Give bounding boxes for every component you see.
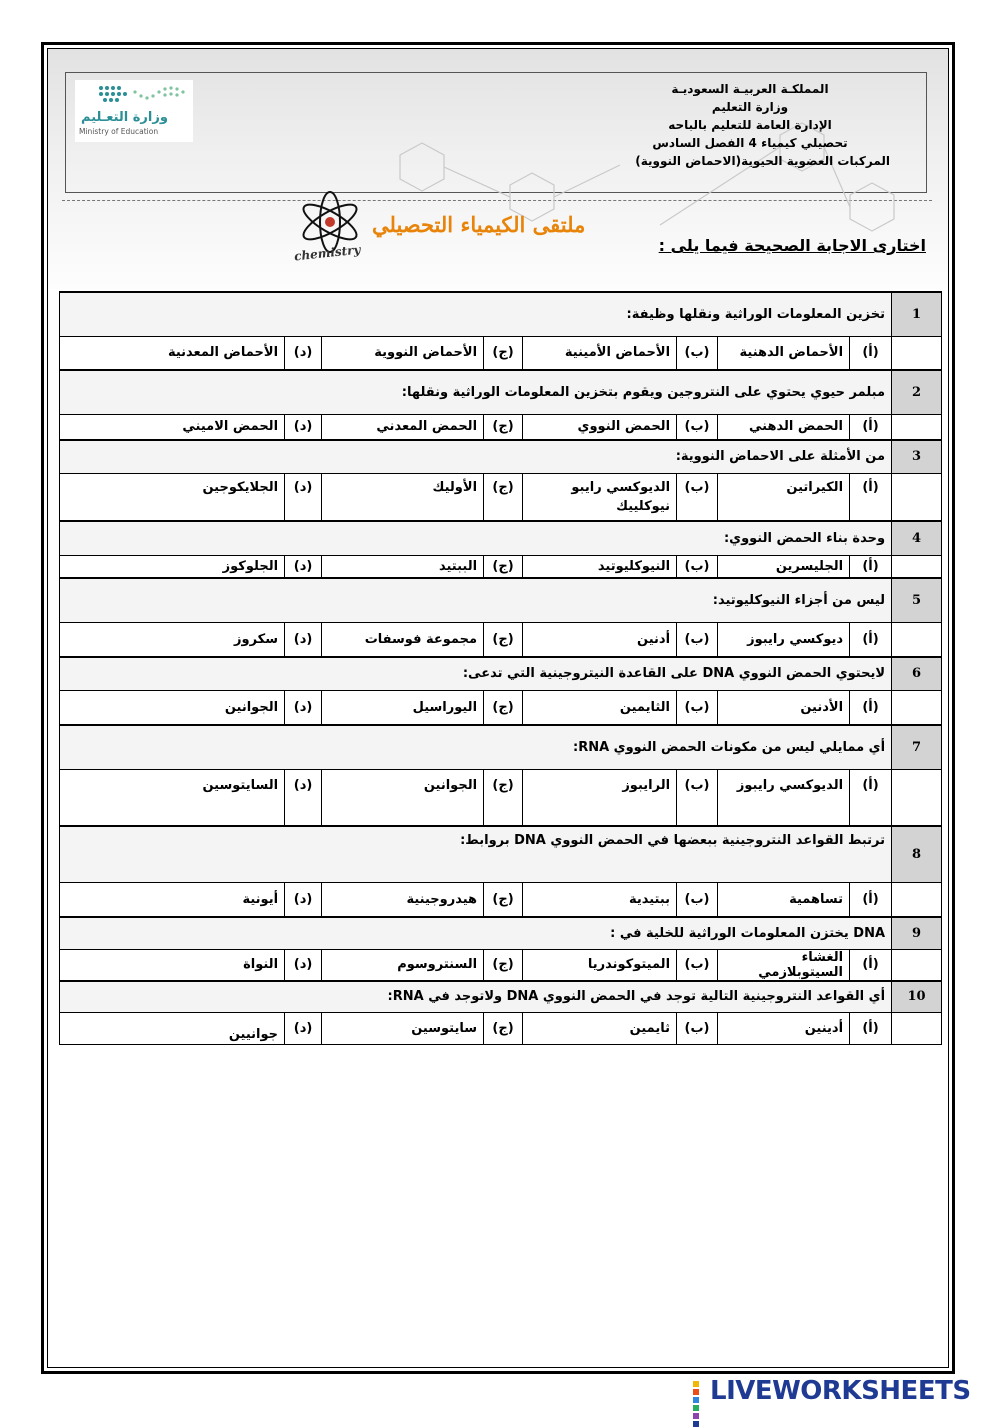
question-row-8 — [60, 826, 942, 882]
question-row-9 — [60, 917, 942, 949]
marker-c: (ج) — [484, 622, 523, 657]
option-c[interactable]: الببتيد — [322, 555, 484, 578]
question-row-1 — [60, 292, 942, 336]
question-row-5 — [60, 578, 942, 622]
option-b[interactable]: الميتوكوندريا — [523, 949, 677, 981]
option-d[interactable]: النواة — [60, 949, 285, 981]
marker-b: (ب) — [677, 414, 718, 440]
question-number: 3 — [892, 440, 942, 473]
marker-c: (ج) — [484, 473, 523, 521]
marker-c: (ج) — [484, 414, 523, 440]
marker-a: (أ) — [850, 769, 892, 826]
question-number: 7 — [892, 725, 942, 769]
marker-b: (ب) — [677, 336, 718, 370]
marker-a: (أ) — [850, 473, 892, 521]
answer-blank-cell[interactable] — [892, 336, 942, 370]
header-line-kingdom: المملكـة العربيـة السعوديـة — [671, 82, 829, 96]
question-number: 10 — [892, 981, 942, 1013]
marker-b: (ب) — [677, 1013, 718, 1045]
question-stem: تخزين المعلومات الوراثية ونقلها وظيفة: — [60, 292, 892, 336]
questions-table — [59, 291, 942, 1045]
option-a[interactable]: الجليسرين — [718, 555, 850, 578]
answer-row-1 — [60, 336, 942, 370]
marker-a: (أ) — [850, 555, 892, 578]
liveworksheets-text: LIVEWORKSHEETS — [710, 1376, 971, 1406]
option-b[interactable]: الثايمين — [523, 690, 677, 725]
question-row-4 — [60, 521, 942, 555]
answer-row-5 — [60, 622, 942, 657]
marker-d: (د) — [285, 622, 322, 657]
question-stem: لايحتوي الحمض النووي DNA على القاعدة النيتروجينية التي تدعى: — [60, 657, 892, 690]
header-text-block — [600, 80, 900, 170]
option-c[interactable]: سايتوسين — [322, 1013, 484, 1045]
option-c[interactable]: الأحماض النووية — [322, 336, 484, 370]
option-a[interactable]: الغشاء السيتوبلازمي — [718, 949, 850, 981]
marker-b: (ب) — [677, 622, 718, 657]
chemistry-forum-emblem — [290, 188, 630, 268]
marker-b: (ب) — [677, 473, 718, 521]
answer-row-10 — [60, 1013, 942, 1045]
question-stem: أي القواعد النتروجينية التالية توجد في الحمض النووي DNA ولاتوجد في RNA: — [60, 981, 892, 1013]
option-b[interactable]: ثايمين — [523, 1013, 677, 1045]
question-row-2 — [60, 370, 942, 414]
question-number: 9 — [892, 917, 942, 949]
option-a[interactable]: تساهمية — [718, 882, 850, 917]
marker-d: (د) — [285, 690, 322, 725]
marker-b: (ب) — [677, 882, 718, 917]
option-b[interactable]: الأحماض الأمينية — [523, 336, 677, 370]
marker-d: (د) — [285, 769, 322, 826]
answer-row-9 — [60, 949, 942, 981]
option-d[interactable]: الجوانين — [60, 690, 285, 725]
question-number: 8 — [892, 826, 942, 882]
marker-d: (د) — [285, 882, 322, 917]
question-number: 4 — [892, 521, 942, 555]
option-d[interactable]: الجلايكوجين — [60, 473, 285, 521]
answer-blank-cell[interactable] — [892, 690, 942, 725]
marker-b: (ب) — [677, 555, 718, 578]
option-b[interactable]: ببتيدية — [523, 882, 677, 917]
option-a[interactable]: الأدنين — [718, 690, 850, 725]
marker-a: (أ) — [850, 414, 892, 440]
ministry-dots-icon — [75, 80, 193, 110]
marker-c: (ج) — [484, 949, 523, 981]
option-b[interactable]: النيوكليوتيد — [523, 555, 677, 578]
marker-c: (ج) — [484, 1013, 523, 1045]
marker-a: (أ) — [850, 336, 892, 370]
marker-d: (د) — [285, 949, 322, 981]
marker-b: (ب) — [677, 690, 718, 725]
header-line-topic: المركبات العضوية الحيوية(الاحماض النووية) — [635, 154, 890, 168]
question-number: 5 — [892, 578, 942, 622]
instruction-text: اختارى الاجابة الصحيحة فيما يلى : — [658, 236, 926, 255]
header-line-ministry: وزارة التعليم — [711, 100, 789, 114]
marker-d: (د) — [285, 336, 322, 370]
logo-english-text: Ministry of Education — [79, 127, 159, 136]
question-stem: وحدة بناء الحمض النووي: — [60, 521, 892, 555]
answer-row-4 — [60, 555, 942, 578]
question-number: 6 — [892, 657, 942, 690]
option-c[interactable]: السنتروسوم — [322, 949, 484, 981]
option-b[interactable]: الديوكسي رايبو نيوكلييك — [523, 473, 677, 521]
option-d[interactable]: جوانيين — [60, 1013, 285, 1045]
option-c[interactable]: الجوانين — [322, 769, 484, 826]
answer-blank-cell[interactable] — [892, 949, 942, 981]
marker-c: (ج) — [484, 769, 523, 826]
header-line-directorate: الإدارة العامة للتعليم بالباحه — [668, 118, 832, 132]
option-c[interactable]: اليوراسيل — [322, 690, 484, 725]
option-d[interactable]: السايتوسين — [60, 769, 285, 826]
option-d[interactable]: الجلوكوز — [60, 555, 285, 578]
marker-c: (ج) — [484, 690, 523, 725]
marker-a: (أ) — [850, 882, 892, 917]
question-stem: ترتبط القواعد النتروجينية ببعضها في الحمض النووي DNA بروابط: — [60, 826, 892, 882]
marker-c: (ج) — [484, 555, 523, 578]
question-stem: DNA يختزن المعلومات الوراثية للخلية في : — [60, 917, 892, 949]
question-stem: أي ممايلي ليس من مكونات الحمض النووي RNA: — [60, 725, 892, 769]
emblem-title: ملتقى الكيمياء التحصيلي — [372, 212, 586, 237]
liveworksheets-logo-icon — [692, 1380, 706, 1402]
option-d[interactable]: الحمض الاميني — [60, 414, 285, 440]
marker-d: (د) — [285, 473, 322, 521]
option-a[interactable]: الديوكسي رايبوز — [718, 769, 850, 826]
marker-c: (ج) — [484, 882, 523, 917]
answer-row-2 — [60, 414, 942, 440]
answer-row-6 — [60, 690, 942, 725]
ministry-logo — [75, 80, 193, 142]
option-a[interactable]: أدينين — [718, 1013, 850, 1045]
answer-row-3 — [60, 473, 942, 521]
answer-row-7 — [60, 769, 942, 826]
option-a[interactable]: الحمض الدهني — [718, 414, 850, 440]
question-stem: من الأمثلة على الاحماض النووية: — [60, 440, 892, 473]
option-a[interactable]: ديوكسي رايبوز — [718, 622, 850, 657]
question-number: 2 — [892, 370, 942, 414]
option-c[interactable]: مجموعة فوسفات — [322, 622, 484, 657]
question-row-7 — [60, 725, 942, 769]
marker-d: (د) — [285, 414, 322, 440]
marker-a: (أ) — [850, 690, 892, 725]
question-row-3 — [60, 440, 942, 473]
answer-row-8 — [60, 882, 942, 917]
answer-blank-cell[interactable] — [892, 769, 942, 826]
answer-blank-cell[interactable] — [892, 473, 942, 521]
option-a[interactable]: الكيراتين — [718, 473, 850, 521]
option-d[interactable]: الأحماض المعدنية — [60, 336, 285, 370]
option-d[interactable]: سكروز — [60, 622, 285, 657]
question-stem: ليس من أجزاء النيوكليوتيد: — [60, 578, 892, 622]
marker-d: (د) — [285, 555, 322, 578]
answer-blank-cell[interactable] — [892, 414, 942, 440]
question-number: 1 — [892, 292, 942, 336]
option-b[interactable]: أدنين — [523, 622, 677, 657]
option-d[interactable]: أيونية — [60, 882, 285, 917]
answer-blank-cell[interactable] — [892, 555, 942, 578]
marker-c: (ج) — [484, 336, 523, 370]
question-row-6 — [60, 657, 942, 690]
option-c[interactable]: هيدروجينية — [322, 882, 484, 917]
question-stem: مبلمر حيوي يحتوي على النتروجين ويقوم بتخزين المعلومات الوراثية ونقلها: — [60, 370, 892, 414]
header-line-course: تحصيلي كيمياء 4 الفصل السادس — [652, 136, 848, 150]
answer-blank-cell[interactable] — [892, 1013, 942, 1045]
liveworksheets-brand[interactable] — [690, 1374, 990, 1408]
marker-a: (أ) — [850, 622, 892, 657]
marker-b: (ب) — [677, 949, 718, 981]
marker-d: (د) — [285, 1013, 322, 1045]
option-a[interactable]: الأحماض الدهنية — [718, 336, 850, 370]
option-c[interactable]: الحمض المعدني — [322, 414, 484, 440]
marker-b: (ب) — [677, 769, 718, 826]
logo-arabic-text: وزارة التعـليم — [81, 110, 168, 125]
option-c[interactable]: الأوليك — [322, 473, 484, 521]
emblem-subtitle: chemistry — [293, 242, 362, 264]
marker-a: (أ) — [850, 1013, 892, 1045]
option-b[interactable]: الحمض النووي — [523, 414, 677, 440]
question-row-10 — [60, 981, 942, 1013]
marker-a: (أ) — [850, 949, 892, 981]
option-b[interactable]: الرايبوز — [523, 769, 677, 826]
answer-blank-cell[interactable] — [892, 882, 942, 917]
answer-blank-cell[interactable] — [892, 622, 942, 657]
